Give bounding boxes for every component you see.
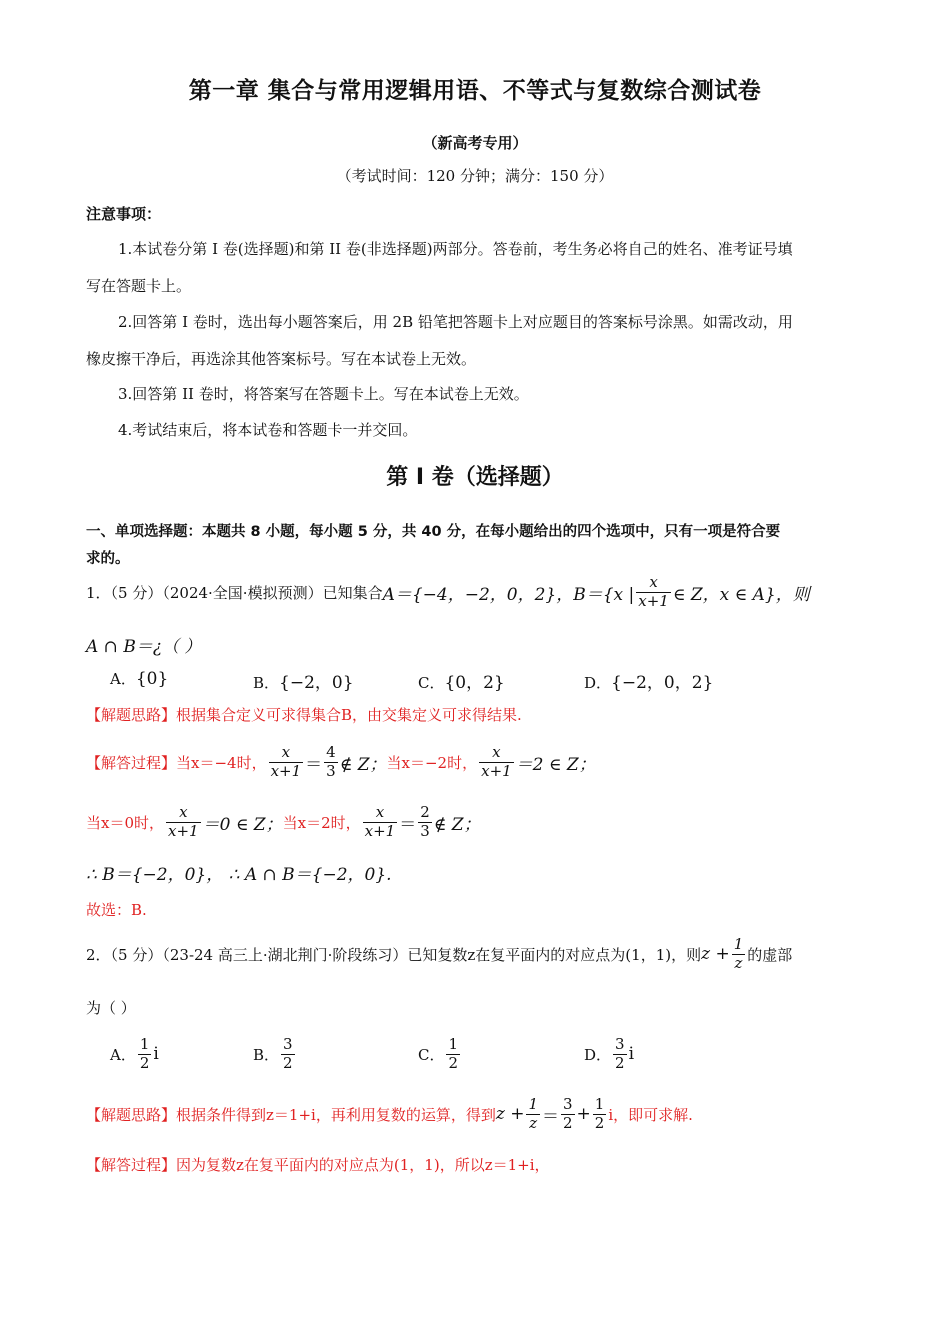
section-instructions-line-2: 求的。 [86, 551, 130, 567]
question-1-fraction [636, 574, 671, 610]
question-1-prefix: 1．（5 分）（2024·全国·模拟预测）已知集合 [86, 583, 383, 602]
fraction-x-over-x1 [269, 744, 304, 780]
option-fraction [281, 1036, 295, 1072]
expression-z-plus: z + [701, 944, 730, 964]
q2-option-c[interactable] [418, 1032, 462, 1076]
thinking-text: 【解题思路】根据条件得到z＝1+i，再利用复数的运算，得到 [86, 1105, 496, 1124]
note-3: 3.回答第 II 卷时，将答案写在答题卡上。写在本试卷上无效。 [118, 385, 529, 403]
option-label: B． [253, 674, 280, 692]
q1-conclusion: ∴ B＝{−2，0}， ∴ A ∩ B＝{−2，0}. [86, 865, 392, 885]
fraction-3-2 [561, 1096, 575, 1132]
fraction-denominator: 2 [562, 1113, 573, 1132]
fraction-denominator: 3 [326, 761, 336, 780]
not-in-z: ∉ Z； [433, 814, 481, 835]
option-value: {0} [135, 669, 169, 689]
fraction-denominator: 2 [448, 1053, 459, 1072]
note-2-line-1: 2.回答第 I 卷时，选出每小题答案后，用 2B 铅笔把答题卡上对应题目的答案标号涂黑。如需改动，用 [118, 313, 793, 331]
question-1-set-b-start: B＝{x | [573, 584, 635, 605]
fraction-1-2 [593, 1096, 607, 1132]
question-1-line-2: A ∩ B＝¿（ ） [86, 637, 202, 657]
case-x-2: 当x＝2时， [282, 813, 361, 832]
fraction-numerator: x [479, 744, 514, 762]
fraction-numerator: 1 [733, 935, 744, 954]
question-1-set-a: A＝{−4，−2，0，2}， [382, 584, 574, 605]
option-fraction [138, 1036, 152, 1072]
fraction-x-over-x1 [479, 744, 514, 780]
fraction-denominator: z [734, 953, 743, 972]
fraction-denominator: x+1 [364, 821, 396, 840]
fraction-numerator: x [166, 804, 201, 822]
q2-option-d[interactable] [584, 1032, 634, 1076]
q1-process-line-1 [86, 740, 596, 784]
equals-sign: ＝ [305, 754, 323, 775]
imaginary-unit: i [153, 1044, 159, 1064]
option-label: C． [418, 1045, 445, 1064]
q1-process-line-2 [86, 800, 481, 844]
fraction-denominator: x+1 [270, 761, 302, 780]
page-subtitle: （新高考专用） [422, 134, 528, 152]
option-label: D． [584, 1045, 612, 1064]
fraction-denominator: 2 [283, 1053, 293, 1072]
option-value: {0，2} [444, 673, 505, 693]
fraction-denominator: z [529, 1113, 538, 1132]
question-2-line-2: 为（ ） [86, 999, 136, 1017]
fraction-2-3 [418, 804, 432, 840]
not-in-z: ∉ Z； [339, 754, 387, 775]
fraction-1-over-z [526, 1096, 540, 1132]
case-x-neg2: 当x＝−2时， [386, 753, 478, 772]
fraction-numerator: 4 [326, 743, 336, 762]
q2-option-b[interactable] [253, 1032, 297, 1076]
note-1-line-2: 写在答题卡上。 [86, 277, 192, 295]
fraction-numerator: x [636, 574, 671, 592]
fraction-1-over-z [732, 936, 746, 972]
option-label: D． [584, 674, 612, 692]
q2-option-a[interactable] [110, 1032, 159, 1076]
option-value: {−2，0} [279, 673, 354, 693]
fraction-numerator: 1 [448, 1035, 459, 1054]
fraction-numerator: 3 [283, 1035, 293, 1054]
equals-2-in-z: ＝2 ∈ Z； [515, 754, 596, 775]
page-title: 第一章 集合与常用逻辑用语、不等式与复数综合测试卷 [188, 78, 762, 104]
fraction-x-over-x1 [363, 804, 398, 840]
q1-option-d[interactable] [584, 668, 713, 693]
fraction-denominator: x+1 [168, 821, 199, 840]
fraction-numerator: 1 [139, 1035, 150, 1054]
note-1-line-1: 1.本试卷分第 I 卷(选择题)和第 II 卷(非选择题)两部分。答卷前，考生务必将自己的姓名、准考证号填 [118, 240, 793, 258]
fraction-denominator: 2 [594, 1113, 605, 1132]
fraction-numerator: 1 [528, 1095, 538, 1114]
q1-answer: 故选：B. [86, 901, 147, 919]
fraction-numerator: 3 [562, 1095, 573, 1114]
case-x-0: 当x＝0时， [86, 813, 165, 832]
question-1-set-b-end: ∈ Z，x ∈ A}，则 [672, 584, 810, 605]
option-label: A． [110, 670, 136, 688]
option-fraction [613, 1036, 627, 1072]
fraction-denominator: x+1 [481, 761, 512, 780]
fraction-denominator: 2 [139, 1053, 150, 1072]
q1-option-b[interactable] [253, 668, 354, 693]
exam-info: （考试时间：120 分钟；满分：150 分） [336, 167, 614, 185]
equals-sign: ＝ [399, 814, 417, 835]
question-2-stem [86, 932, 792, 976]
note-2-line-2: 橡皮擦干净后，再选涂其他答案标号。写在本试卷上无效。 [86, 350, 477, 368]
fraction-numerator: 1 [594, 1095, 605, 1114]
plus-sign: + [576, 1104, 591, 1124]
option-fraction [446, 1036, 460, 1072]
case-x-neg4: 当x＝−4时， [176, 753, 267, 772]
q2-solution-process: 【解答过程】因为复数z在复平面内的对应点为(1，1)，所以z＝1+i， [86, 1156, 550, 1174]
q1-option-c[interactable] [418, 668, 505, 693]
fraction-numerator: x [363, 804, 398, 822]
note-4: 4.考试结束后，将本试卷和答题卡一并交回。 [118, 421, 418, 439]
equals-sign: ＝ [541, 1106, 559, 1127]
fraction-numerator: x [269, 744, 304, 762]
section-title: 第 I 卷（选择题） [386, 465, 564, 490]
process-label: 【解答过程】 [86, 753, 177, 772]
thinking-tail: i，即可求解. [608, 1105, 693, 1124]
question-2-suffix: 的虚部 [747, 945, 793, 964]
fraction-numerator: 3 [615, 1035, 625, 1054]
expression-z-plus: z + [495, 1104, 525, 1124]
option-value: {−2，0，2} [611, 673, 714, 693]
notes-heading: 注意事项： [86, 205, 162, 223]
option-label: A． [110, 1045, 136, 1064]
q2-solution-thinking [86, 1092, 693, 1136]
option-label: C． [418, 674, 445, 692]
fraction-denominator: 2 [615, 1053, 625, 1072]
question-2-prefix: 2．（5 分）（23-24 高三上·湖北荆门·阶段练习）已知复数z在复平面内的对应点为(1，1)，则 [86, 945, 702, 964]
fraction-numerator: 2 [420, 803, 430, 822]
q1-solution-thinking: 【解题思路】根据集合定义可求得集合B，由交集定义可求得结果. [86, 706, 522, 724]
fraction-x-over-x1 [166, 804, 201, 840]
fraction-denominator: 3 [420, 821, 430, 840]
fraction-4-3 [324, 744, 338, 780]
option-label: B． [253, 1045, 280, 1064]
imaginary-unit: i [628, 1044, 635, 1064]
section-instructions-line-1: 一、单项选择题：本题共 8 小题，每小题 5 分，共 40 分，在每小题给出的四个选项中，只有一项是符合要 [86, 524, 781, 540]
fraction-denominator: x+1 [638, 591, 669, 610]
question-1-stem [86, 570, 810, 614]
q1-option-a[interactable] [110, 668, 168, 689]
equals-0-in-z: ＝0 ∈ Z； [202, 814, 283, 835]
